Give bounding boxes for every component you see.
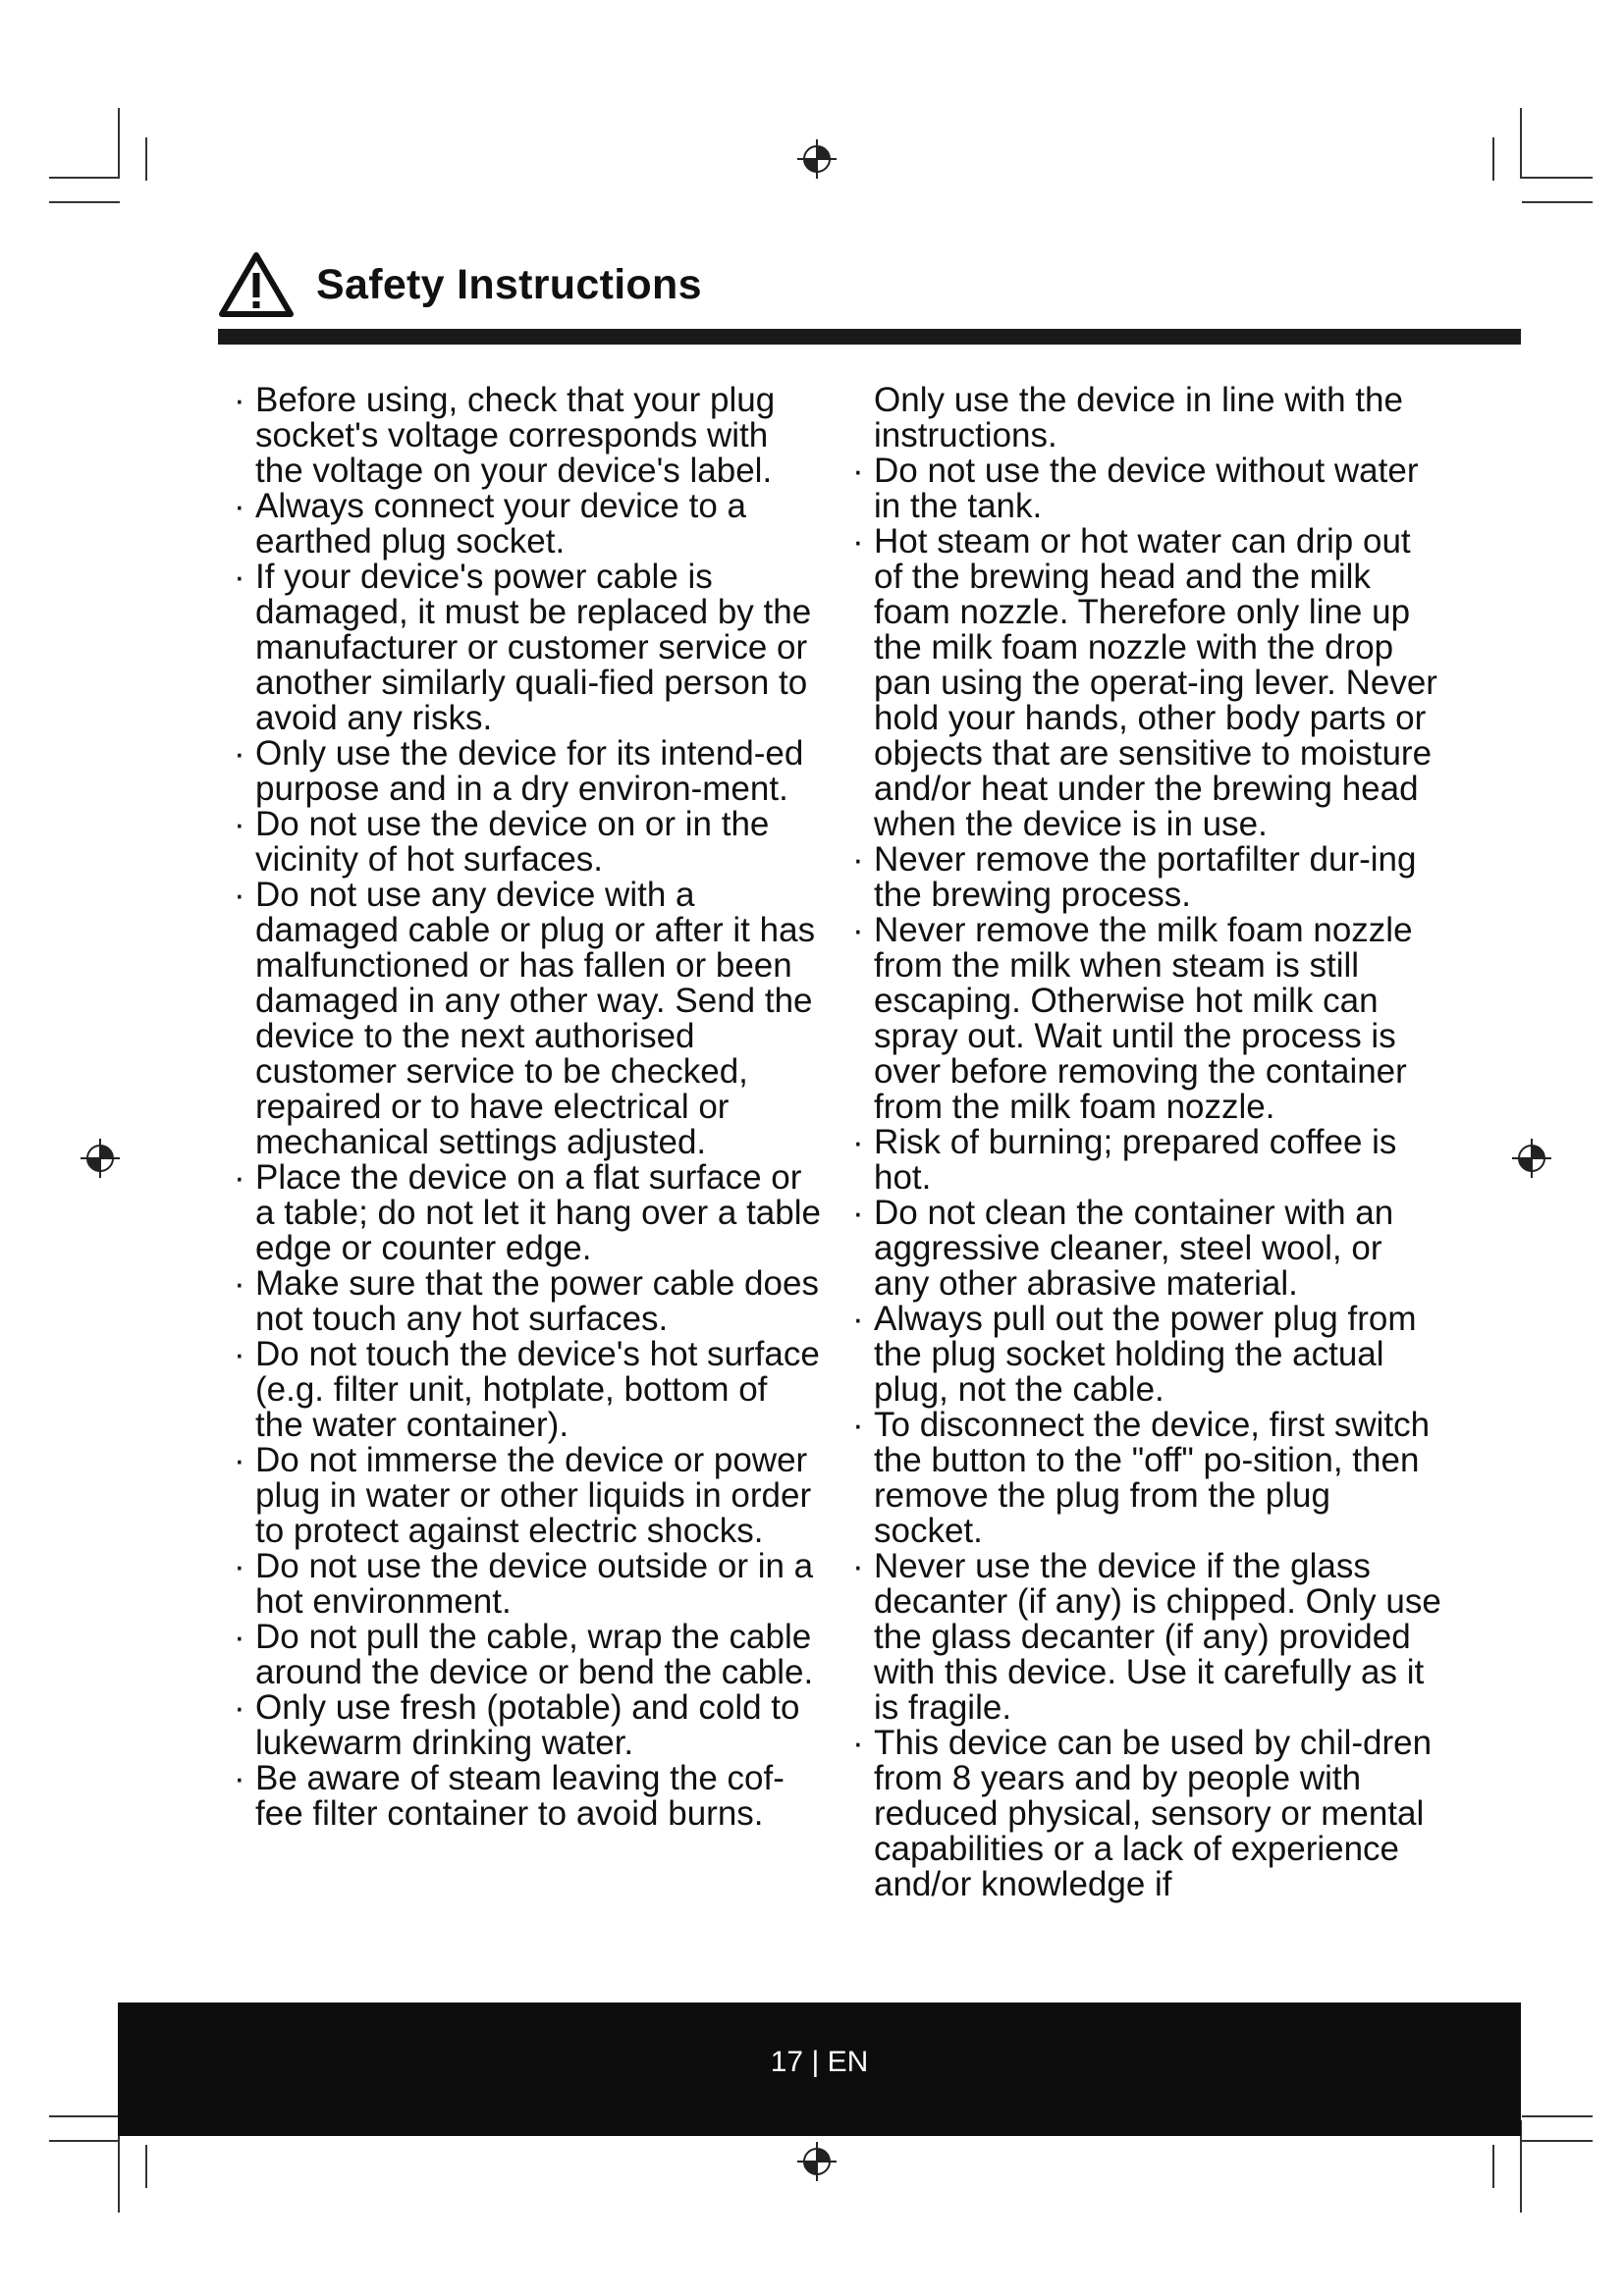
bullet: · bbox=[234, 1441, 245, 1479]
registration-mark-icon bbox=[81, 1139, 120, 1178]
bullet: · bbox=[234, 1759, 245, 1797]
bullet: · bbox=[852, 452, 864, 490]
safety-instruction-item bbox=[234, 1549, 823, 1620]
instruction-text: Only use fresh (potable) and cold to lukewarm drinking water. bbox=[255, 1688, 800, 1762]
instruction-text: Always pull out the power plug from the plug socket holding the actual plug, not the cable. bbox=[874, 1300, 1417, 1409]
safety-instruction-item bbox=[234, 878, 823, 1160]
safety-instruction-item bbox=[234, 1160, 823, 1266]
bullet: · bbox=[852, 1300, 864, 1338]
bullet: · bbox=[852, 1406, 864, 1444]
safety-instruction-item bbox=[852, 524, 1441, 842]
instruction-text: To disconnect the device, first switch the button to the "off" po-sition, then remove the plug from the plug socket. bbox=[874, 1406, 1431, 1550]
registration-mark-icon bbox=[1512, 1139, 1551, 1178]
instruction-text: Never remove the portafilter dur-ing the brewing process. bbox=[874, 840, 1417, 914]
crop-mark bbox=[145, 137, 147, 181]
instruction-text: Do not use the device on or in the vicinity of hot surfaces. bbox=[255, 805, 770, 879]
crop-mark bbox=[49, 2140, 120, 2142]
instruction-text: Before using, check that your plug socket's voltage corresponds with the voltage on your device's label. bbox=[255, 381, 776, 490]
bullet: · bbox=[852, 522, 864, 561]
warning-triangle-icon bbox=[218, 251, 295, 318]
registration-mark-icon bbox=[797, 139, 837, 179]
instruction-text: Be aware of steam leaving the cof-fee filter container to avoid burns. bbox=[255, 1759, 785, 1833]
instruction-text: Do not immerse the device or power plug in water or other liquids in order to protect against electric shocks. bbox=[255, 1441, 812, 1550]
crop-mark bbox=[1492, 2145, 1494, 2188]
instruction-text: Do not pull the cable, wrap the cable around the device or bend the cable. bbox=[255, 1618, 814, 1691]
crop-mark bbox=[1522, 2140, 1593, 2142]
instruction-text: Only use the device for its intend-ed purpose and in a dry environ-ment. bbox=[255, 734, 804, 808]
safety-instruction-item bbox=[234, 1337, 823, 1443]
right-column bbox=[852, 383, 1441, 1902]
bullet: · bbox=[234, 734, 245, 773]
instruction-text: Do not use the device outside or in a hot environment. bbox=[255, 1547, 814, 1621]
crop-mark bbox=[1522, 177, 1593, 179]
instruction-text: If your device's power cable is damaged, it must be replaced by the manufacturer or customer service or another similarly quali-fied person to avoid any risks. bbox=[255, 558, 812, 737]
instruction-text: Risk of burning; prepared coffee is hot. bbox=[874, 1123, 1397, 1197]
instruction-text: This device can be used by chil-dren from 8 years and by people with reduced physical, sensory or mental capabilities or a lack of experience and/or knowledge if bbox=[874, 1724, 1433, 1903]
header-divider bbox=[218, 329, 1521, 345]
instruction-text: Always connect your device to a earthed plug socket. bbox=[255, 487, 746, 561]
bullet: · bbox=[852, 1123, 864, 1161]
safety-instruction-item bbox=[234, 1620, 823, 1690]
instruction-text: Never remove the milk foam nozzle from the milk when steam is still escaping. Otherwise hot milk can spray out. Wait until the process is over before removing the container from the milk foam nozzle. bbox=[874, 911, 1413, 1126]
crop-mark bbox=[118, 108, 120, 179]
safety-instruction-item bbox=[852, 1408, 1441, 1549]
safety-instruction-item bbox=[234, 560, 823, 736]
continued-text: Only use the device in line with the instructions. bbox=[874, 381, 1403, 454]
crop-mark bbox=[1522, 2115, 1593, 2117]
safety-instruction-item bbox=[852, 1196, 1441, 1302]
safety-instruction-item bbox=[852, 842, 1441, 913]
safety-instruction-item bbox=[234, 489, 823, 560]
left-column bbox=[234, 383, 823, 1832]
crop-mark bbox=[1522, 201, 1593, 203]
page-title: Safety Instructions bbox=[316, 260, 702, 308]
bullet: · bbox=[852, 1547, 864, 1585]
bullet: · bbox=[234, 1264, 245, 1303]
bullet: · bbox=[234, 558, 245, 596]
registration-mark-icon bbox=[797, 2142, 837, 2181]
bullet: · bbox=[234, 1618, 245, 1656]
crop-mark bbox=[49, 177, 120, 179]
safety-instruction-item bbox=[852, 1302, 1441, 1408]
crop-mark bbox=[49, 2115, 120, 2117]
instruction-text: Do not use the device without water in the tank. bbox=[874, 452, 1419, 525]
crop-mark bbox=[49, 201, 120, 203]
safety-instruction-item bbox=[234, 1443, 823, 1549]
bullet: · bbox=[234, 487, 245, 525]
instruction-text: Do not use any device with a damaged cable or plug or after it has malfunctioned or has fallen or been damaged in any other way. Send the device to the next authorised customer service to be checked, repaired or to have electrical or mechanical settings adjusted. bbox=[255, 876, 816, 1161]
instruction-text: Do not clean the container with an aggressive cleaner, steel wool, or any other abrasive material. bbox=[874, 1194, 1394, 1303]
bullet: · bbox=[234, 1547, 245, 1585]
safety-instruction-item bbox=[234, 807, 823, 878]
bullet: · bbox=[852, 1194, 864, 1232]
safety-instruction-item bbox=[852, 1549, 1441, 1726]
safety-instruction-item bbox=[234, 383, 823, 489]
bullet: · bbox=[852, 911, 864, 949]
bullet: · bbox=[234, 876, 245, 914]
crop-mark bbox=[1492, 137, 1494, 181]
safety-instruction-item bbox=[234, 736, 823, 807]
safety-instruction-item bbox=[852, 1125, 1441, 1196]
safety-instruction-item bbox=[234, 1690, 823, 1761]
bullet: · bbox=[234, 805, 245, 843]
safety-instruction-item bbox=[234, 1761, 823, 1832]
instruction-text: Do not touch the device's hot surface (e.g. filter unit, hotplate, bottom of the water container). bbox=[255, 1335, 820, 1444]
bullet: · bbox=[234, 1158, 245, 1197]
instruction-text: Make sure that the power cable does not touch any hot surfaces. bbox=[255, 1264, 819, 1338]
page-footer bbox=[118, 2002, 1521, 2136]
crop-mark bbox=[145, 2145, 147, 2188]
bullet: · bbox=[234, 1335, 245, 1373]
instruction-text: Never use the device if the glass decanter (if any) is chipped. Only use the glass decanter (if any) provided with this device. Use it carefully as it is fragile. bbox=[874, 1547, 1441, 1727]
safety-instruction-item bbox=[234, 1266, 823, 1337]
bullet: · bbox=[852, 840, 864, 879]
page-number: 17 | EN bbox=[770, 2046, 869, 2078]
bullet: · bbox=[234, 1688, 245, 1727]
crop-mark bbox=[1520, 108, 1522, 179]
bullet: · bbox=[852, 1724, 864, 1762]
instruction-text: Place the device on a flat surface or a table; do not let it hang over a table edge or counter edge. bbox=[255, 1158, 821, 1267]
instruction-text: Hot steam or hot water can drip out of the brewing head and the milk foam nozzle. Therefore only line up the milk foam nozzle with the drop pan using the operat-ing lever. Never hold your hands, other body parts or objects that are sensitive to moisture and/or heat under the brewing head when the device is in use. bbox=[874, 522, 1437, 843]
bullet: · bbox=[234, 381, 245, 419]
safety-instruction-item bbox=[852, 913, 1441, 1125]
section-header bbox=[218, 251, 702, 318]
safety-instruction-item bbox=[852, 1726, 1441, 1902]
safety-instruction-item bbox=[852, 454, 1441, 524]
